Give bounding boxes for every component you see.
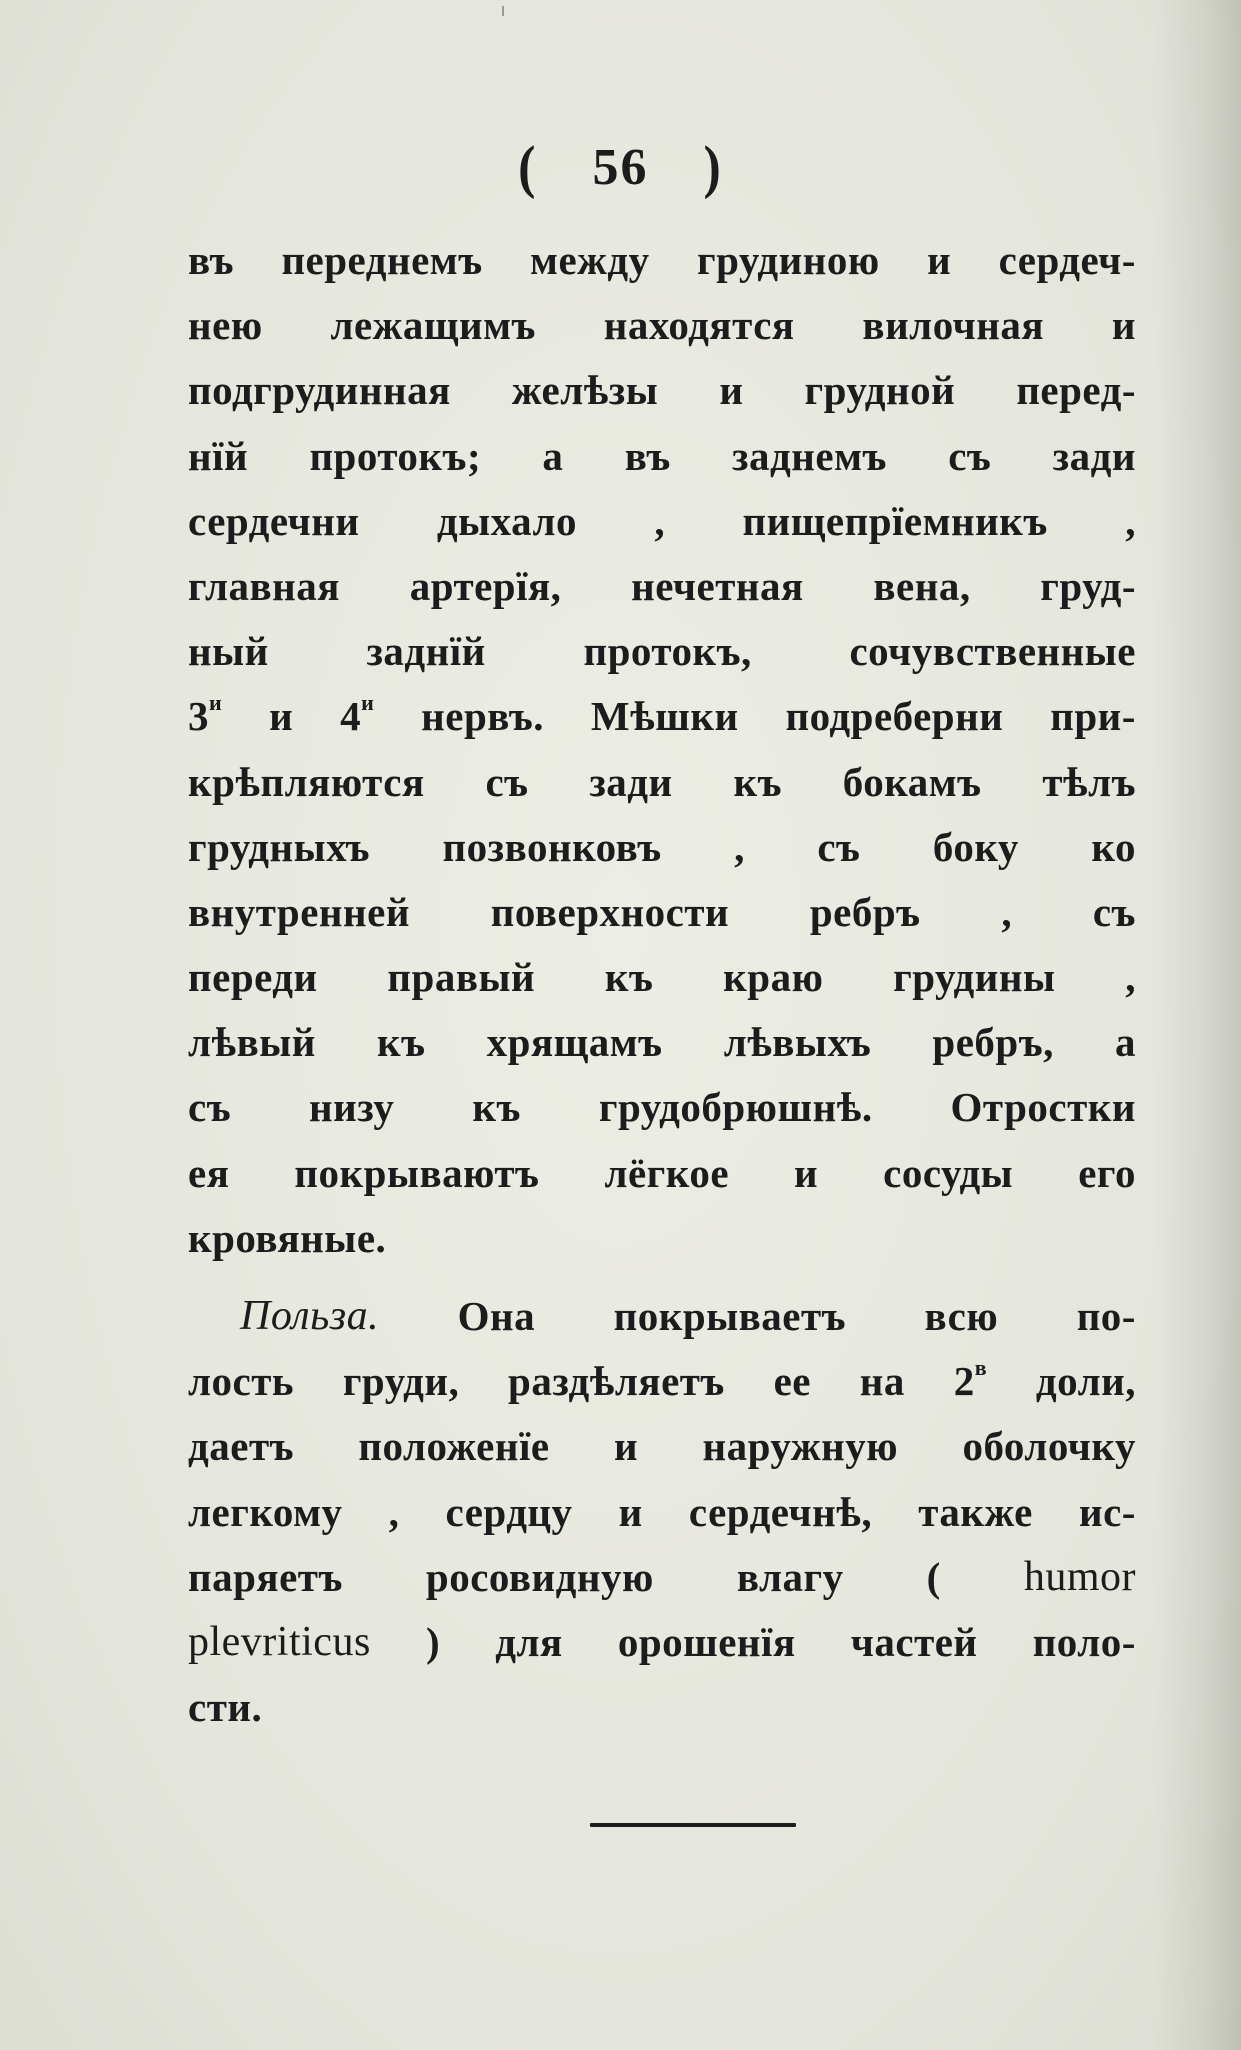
text-line [188,293,1136,358]
word: и [618,1488,643,1535]
word: раздѣляетъ [508,1358,725,1405]
word: и [613,1423,639,1470]
word: наружную [702,1423,899,1470]
word: и [1111,302,1136,349]
word: тѣлъ [1042,758,1136,805]
word: зади [589,758,673,805]
superscript: и [361,689,375,715]
superscript: в [974,1354,988,1380]
word: съ [485,758,529,805]
word: пищепрїемникъ [742,497,1048,544]
text-line [188,1610,1136,1675]
text-line [188,1010,1136,1075]
word: боку [932,823,1019,870]
word: лежащимъ [330,302,536,349]
word: грудиною [697,237,880,283]
word: даетъ [188,1423,294,1470]
word: покрываетъ [613,1293,847,1339]
word: $4^и$ [340,689,375,740]
text-line [188,1414,1136,1479]
page-number-header [0,134,1241,201]
word: и [269,693,294,740]
paragraph-2 [188,1284,1136,1740]
word: внутренней [188,888,410,935]
word: сердечнѣ, [688,1488,873,1535]
word: сердеч- [998,237,1136,283]
word: позвонковъ [442,823,662,870]
word: къ [604,954,654,1001]
word: humor [1023,1553,1136,1600]
word: покрываютъ [294,1149,540,1196]
word: ее [773,1358,812,1405]
word: находятся [603,302,795,349]
word: нервъ. [421,693,545,740]
word: съ [817,823,861,870]
word: его [1078,1149,1136,1196]
open-paren: ( [518,134,538,201]
section-end-rule [590,1823,796,1827]
text-line [188,945,1136,1010]
word: подгрудинная [188,367,451,414]
word: краю [723,954,824,1001]
word: ис- [1078,1488,1136,1535]
word: къ [377,1019,426,1066]
text-line [188,684,1136,749]
text-line [188,489,1136,554]
word: также [918,1488,1033,1535]
word: ко [1091,823,1136,870]
word: ( [926,1553,941,1600]
word: $2^в$ [953,1354,988,1405]
word: сердечни [188,497,360,544]
word: сердцу [445,1488,573,1535]
word: заднїй [366,628,486,675]
word: и [794,1149,819,1196]
text-line [188,1284,1136,1349]
word: орошенїя [617,1618,796,1665]
word: артерїя, [409,562,562,609]
text-line [188,815,1136,880]
word: нечетная [631,562,804,609]
text-line [188,1675,1136,1740]
word: вена, [873,562,971,609]
word: а [1114,1019,1136,1066]
word: $3^и$ [188,689,223,740]
word: сти. [188,1684,263,1731]
word: съ [188,1084,232,1131]
word: для [495,1618,563,1665]
word: крѣпляются [188,758,425,805]
word: переди [188,954,318,1001]
word: дыхало [436,497,577,544]
word: Отростки [950,1084,1136,1131]
superscript: и [209,689,223,715]
word: сосуды [883,1149,1014,1196]
word: протокъ; [309,432,482,479]
text-line [188,619,1136,684]
word: частей [850,1618,978,1665]
word: грудобрюшнѣ. [598,1084,873,1131]
word: къ [472,1084,521,1131]
word: хрящамъ [486,1019,663,1066]
word: ) [425,1618,441,1665]
word: нею [188,302,263,349]
page-number: 56 [592,139,649,196]
word: грудины [893,954,1056,1001]
word: груди, [342,1358,460,1405]
word: зади [1052,432,1136,479]
text-line [188,750,1136,815]
word: ея [188,1149,230,1196]
word: грудной [804,367,956,414]
word: всю [924,1293,999,1339]
word: кровяные. [188,1214,387,1261]
word: положенїе [358,1423,550,1470]
word: желѣзы [511,367,659,414]
word: лѣвый [188,1019,316,1066]
word: , [654,497,666,544]
word: съ [1092,888,1136,935]
word: низу [309,1084,395,1131]
word: въ [624,432,671,479]
word: перед- [1016,367,1136,414]
text-line [188,1075,1136,1140]
word: подреберни [785,693,1004,740]
page-edge-mark [502,6,504,16]
text-line [188,554,1136,619]
word: при- [1050,693,1136,740]
word: вилочная [862,302,1045,349]
word: росовидную [425,1553,654,1600]
word: съ [948,432,992,479]
word: протокъ, [583,628,752,675]
word: въ [188,237,235,283]
word: , [388,1488,400,1535]
word: къ [733,758,782,805]
text-line [188,880,1136,945]
word: влагу [736,1553,844,1600]
word: , [1125,497,1136,544]
word: ребръ [809,888,921,935]
word: Мѣшки [590,693,739,740]
word: поло- [1032,1618,1136,1665]
word: нїй [188,432,249,479]
text-line [188,1480,1136,1545]
word: лёгкое [604,1149,730,1196]
word: , [1001,888,1013,935]
word: поверхности [490,888,730,935]
word: , [1125,954,1136,1001]
word: по- [1076,1293,1136,1339]
word: на [859,1358,905,1405]
text-line [188,1545,1136,1610]
word: ный [188,628,269,675]
text-line [188,1349,1136,1414]
text-line [188,1206,1136,1271]
text-line [188,424,1136,489]
word: и [719,367,744,414]
word: грудныхъ [188,823,371,870]
word: а [542,432,564,479]
word: бокамъ [842,758,982,805]
word: главная [188,562,340,609]
word: и [927,237,952,283]
italic-lead-word: Польза. [240,1293,380,1339]
word: паряетъ [188,1553,343,1600]
word: Она [457,1293,536,1339]
word: переднемъ [281,237,483,283]
text-line [188,228,1136,293]
close-paren: ) [703,134,723,201]
word: сочувственные [849,628,1136,675]
word: правый [387,954,536,1001]
word: заднемъ [732,432,887,479]
word: доли, [1035,1358,1136,1405]
word: между [530,237,650,283]
text-line [188,1141,1136,1206]
word: легкому [188,1488,343,1535]
word: ребръ, [932,1019,1054,1066]
paragraph-1 [188,228,1136,1271]
word: оболочку [962,1423,1136,1470]
word: груд- [1040,562,1136,609]
word: , [734,823,745,870]
word: лѣвыхъ [723,1019,872,1066]
word: plevriticus [188,1618,371,1665]
word: лость [188,1358,295,1405]
text-line [188,358,1136,423]
